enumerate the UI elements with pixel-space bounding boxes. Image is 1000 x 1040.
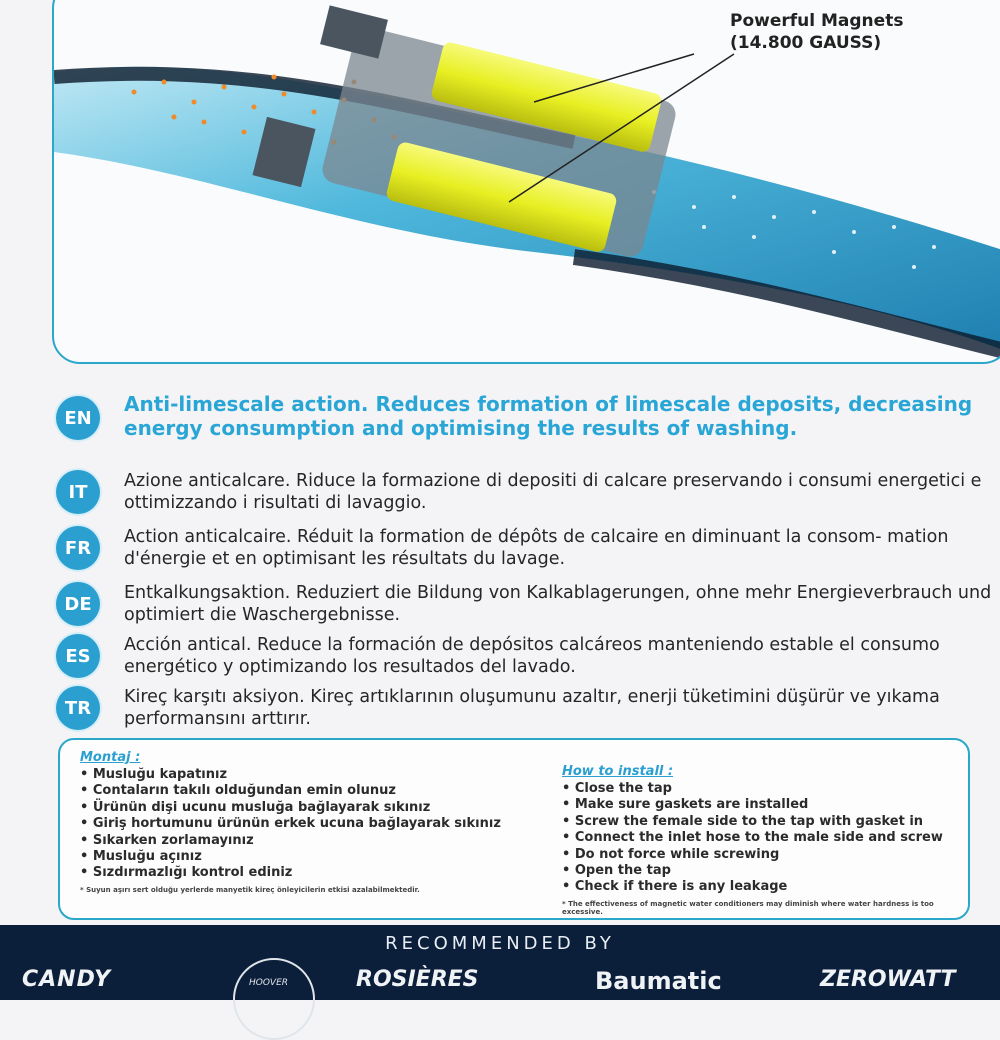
list-item: • Make sure gaskets are installed <box>562 797 962 813</box>
magnet-illustration-panel <box>52 0 1000 364</box>
callout-line-2: (14.800 GAUSS) <box>730 33 882 53</box>
install-note: * The effectiveness of magnetic water conditioners may diminish where water hardness is too excessive. <box>562 899 934 916</box>
lang-text-en: Anti-limescale action. Reduces formation of limescale deposits, decreasing energy consumption and optimising the results of washing. <box>124 392 973 440</box>
montaj-note: * Suyun aşırı sert olduğu yerlerde manyetik kireç önleyicilerin etkisi azalabilmektedir. <box>80 885 420 894</box>
list-item: • Check if there is any leakage <box>562 879 962 895</box>
lang-badge-es: ES <box>56 634 100 678</box>
lang-badge-tr: TR <box>56 686 100 730</box>
list-item: • Open the tap <box>562 863 962 879</box>
lang-badge-fr: FR <box>56 526 100 570</box>
magnet-pipe-illustration <box>54 0 1000 362</box>
lang-text-tr: Kireç karşıtı aksiyon. Kireç artıklarının oluşumunu azaltır, enerji tüketimini düşürür ve yıkama performansını arttırır. <box>124 687 940 729</box>
brand-hoover: HOOVER <box>249 978 289 988</box>
installation-box <box>58 738 970 920</box>
list-item: • Sızdırmazlığı kontrol ediniz <box>80 865 540 881</box>
list-item: • Contaların takılı olduğundan emin olunuz <box>80 783 540 799</box>
brand-candy: CANDY <box>22 967 112 992</box>
montaj-column <box>80 750 540 894</box>
lang-text-es: Acción antical. Reduce la formación de depósitos calcáreos manteniendo estable el consumo energético y optimizando los resultados del lavado. <box>124 635 940 677</box>
list-item: • Ürünün dişi ucunu musluğa bağlayarak sıkınız <box>80 800 540 816</box>
list-item: • Giriş hortumunu ürünün erkek ucuna bağlayarak sıkınız <box>80 816 540 832</box>
install-column <box>562 764 962 916</box>
lang-text-de: Entkalkungsaktion. Reduziert die Bildung von Kalkablagerungen, ohne mehr Energieverbrauch und optimiert die Waschergebnisse. <box>124 583 992 625</box>
recommended-footer <box>0 925 1000 1000</box>
magnet-callout <box>730 10 940 54</box>
callout-line-1: Powerful Magnets <box>730 11 904 31</box>
brand-baumatic: Baumatic <box>595 967 722 995</box>
list-item: • Sıkarken zorlamayınız <box>80 833 540 849</box>
install-list <box>562 781 962 896</box>
lang-text-fr: Action anticalcaire. Réduit la formation de dépôts de calcaire en diminuant la consom- mation d'énergie et en optimisant les résultats du lavage. <box>124 527 949 569</box>
lang-badge-it: IT <box>56 470 100 514</box>
list-item: • Close the tap <box>562 781 962 797</box>
montaj-title: Montaj : <box>80 750 141 765</box>
recommended-label: RECOMMENDED BY <box>385 933 615 954</box>
brand-hoover-logo <box>233 958 315 1040</box>
lang-badge-en: EN <box>56 396 100 440</box>
list-item: • Connect the inlet hose to the male side and screw <box>562 830 962 846</box>
list-item: • Musluğu açınız <box>80 849 540 865</box>
install-title: How to install : <box>562 764 674 779</box>
list-item: • Musluğu kapatınız <box>80 767 540 783</box>
brand-rosieres: ROSIÈRES <box>356 967 479 992</box>
list-item: • Screw the female side to the tap with gasket in <box>562 814 962 830</box>
list-item: • Do not force while screwing <box>562 847 962 863</box>
lang-badge-de: DE <box>56 582 100 626</box>
lang-text-it: Azione anticalcare. Riduce la formazione di depositi di calcare preservando i consumi energetici e ottimizzando i risultati di lavaggio. <box>124 471 982 513</box>
montaj-list <box>80 767 540 882</box>
brand-zerowatt: ZEROWATT <box>820 967 956 992</box>
